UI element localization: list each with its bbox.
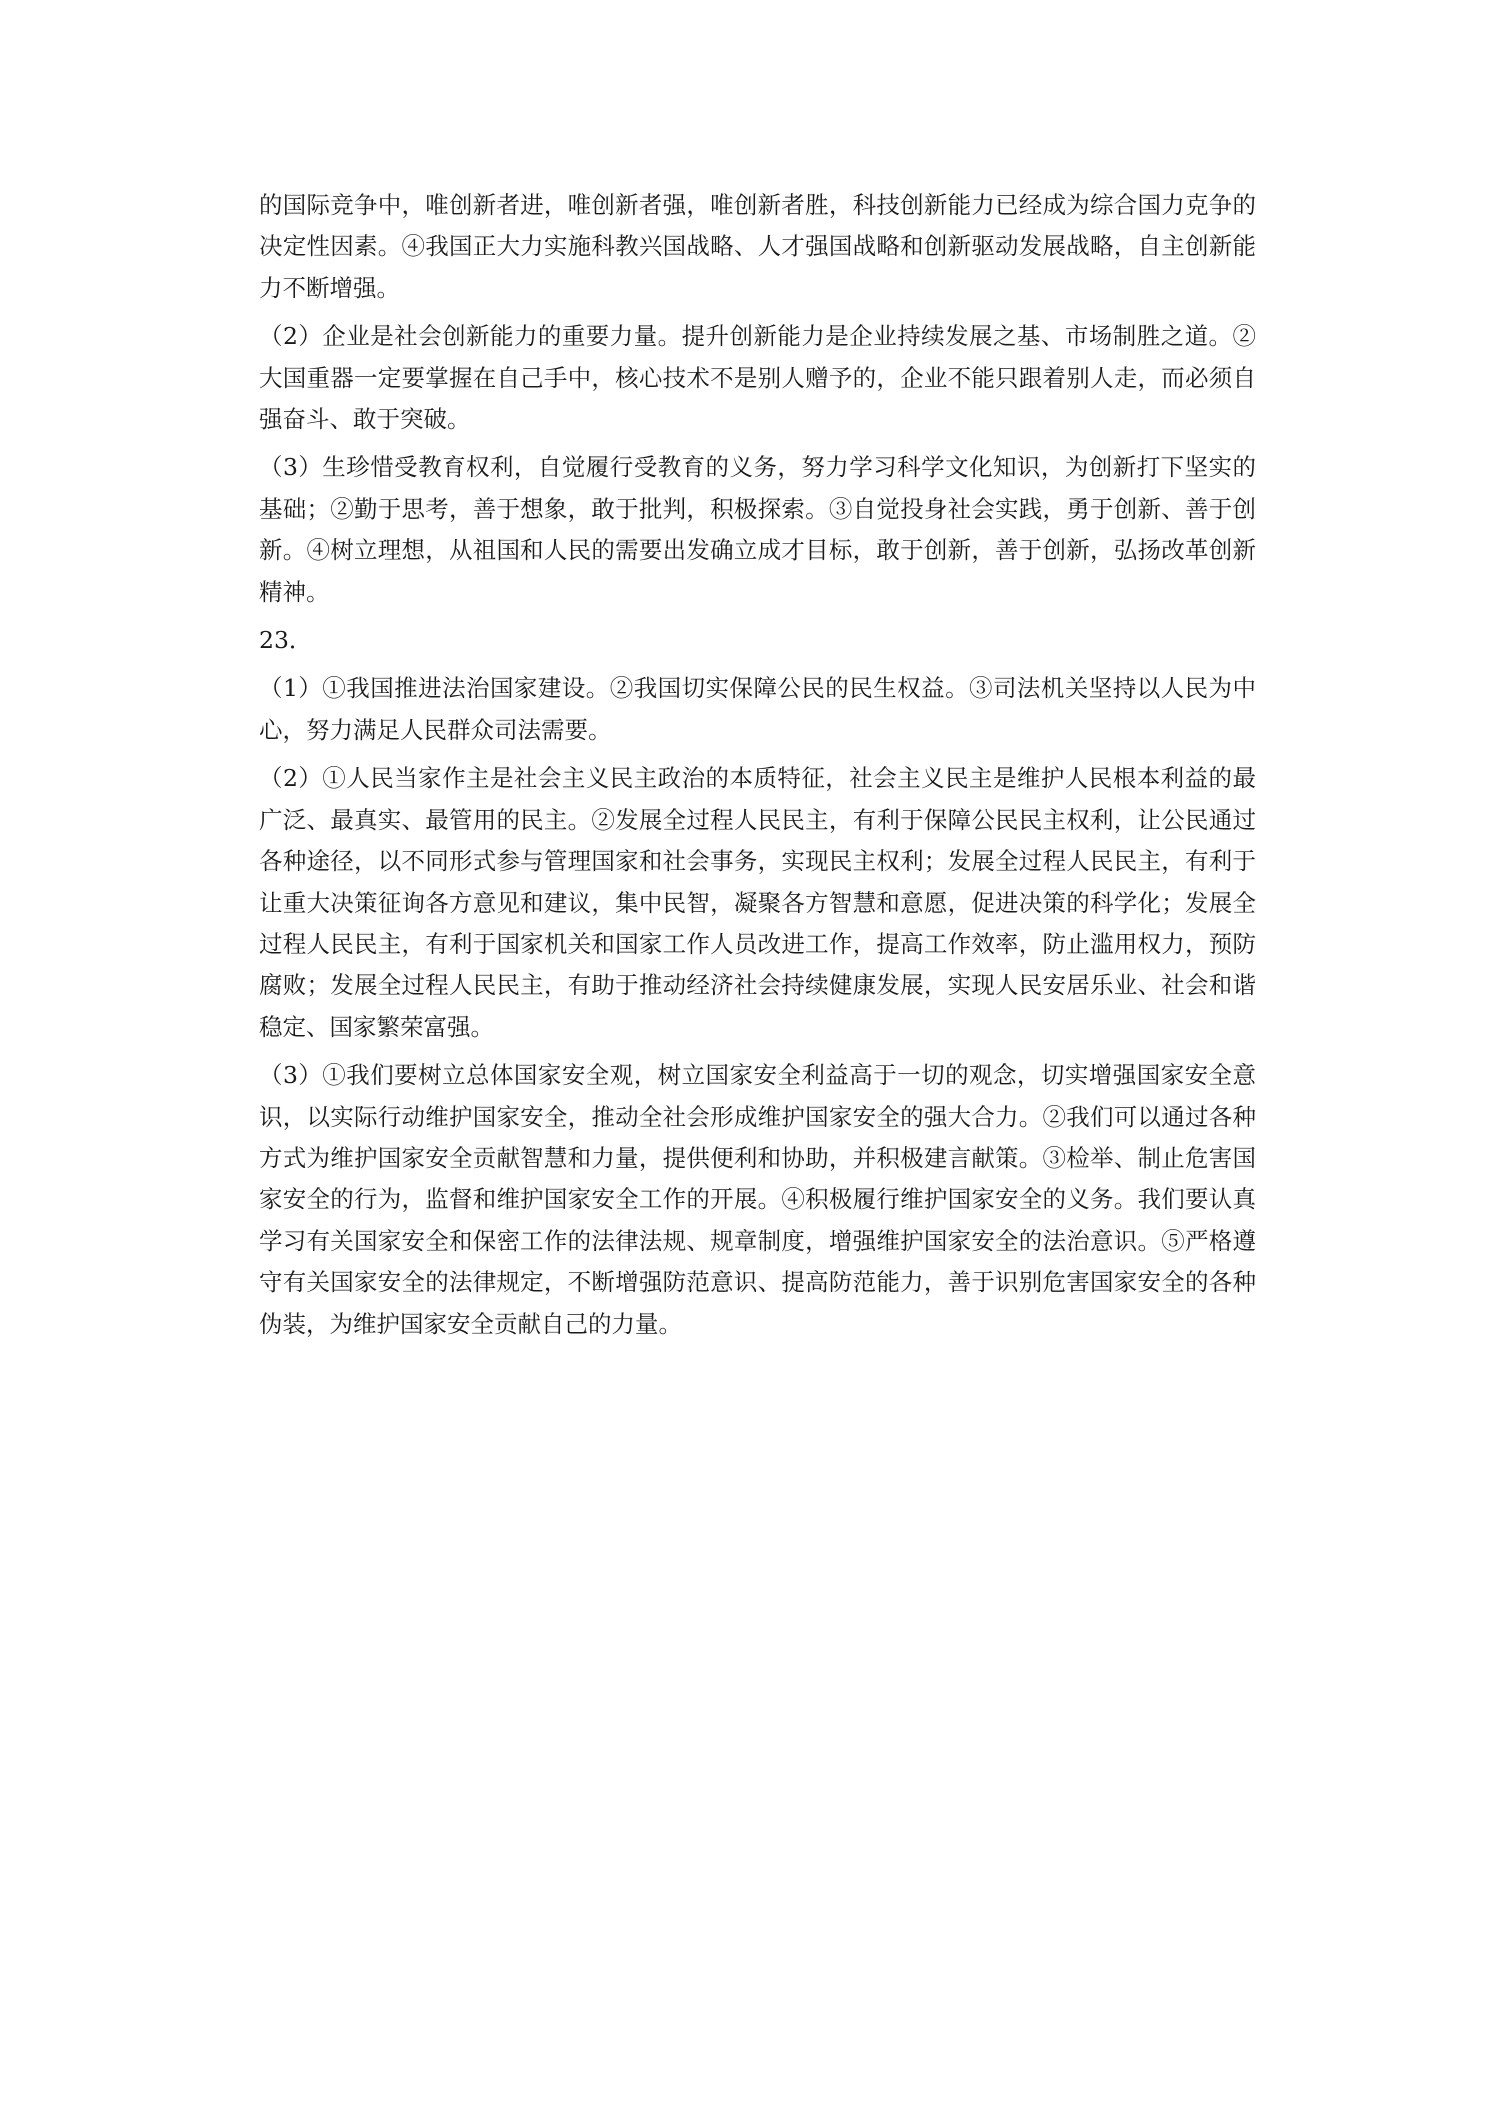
answer-paragraph-23-3: （3）①我们要树立总体国家安全观，树立国家安全利益高于一切的观念，切实增强国家安全意识，以实际行动维护国家安全，推动全社会形成维护国家安全的强大合力。②我们可以通过各种方式为维护国家安全贡献智慧和力量，提供便利和协助，并积极建言献策。③检举、制止危害国家安全的行为，监督和维护国家安全工作的开展。④积极履行维护国家安全的义务。我们要认真学习有关国家安全和保密工作的法律法规、规章制度，增强维护国家安全的法治意识。⑤严格遵守有关国家安全的法律规定，不断增强防范意识、提高防范能力，善于识别危害国家安全的各种伪装，为维护国家安全贡献自己的力量。	[259, 1061, 1256, 1338]
answer-paragraph-23-2: （2）①人民当家作主是社会主义民主政治的本质特征，社会主义民主是维护人民根本利益的最广泛、最真实、最管用的民主。②发展全过程人民民主，有利于保障公民民主权利，让公民通过各种途径，以不同形式参与管理国家和社会事务，实现民主权利；发展全过程人民民主，有利于让重大决策征询各方意见和建议，集中民智，凝聚各方智慧和意愿，促进决策的科学化；发展全过程人民民主，有利于国家机关和国家工作人员改进工作，提高工作效率，防止滥用权力，预防腐败；发展全过程人民民主，有助于推动经济社会持续健康发展，实现人民安居乐业、社会和谐稳定、国家繁荣富强。	[259, 764, 1256, 1041]
question-number-23: 23．	[259, 626, 313, 655]
document-body	[259, 185, 1256, 1345]
answer-paragraph-23-1: （1）①我国推进法治国家建设。②我国切实保障公民的民生权益。③司法机关坚持以人民为中心，努力满足人民群众司法需要。	[259, 674, 1256, 744]
answer-paragraph-22-3: （3）生珍惜受教育权利，自觉履行受教育的义务，努力学习科学文化知识，为创新打下坚实的基础；②勤于思考，善于想象，敢于批判，积极探索。③自觉投身社会实践，勇于创新、善于创新。④树立理想，从祖国和人民的需要出发确立成才目标，敢于创新，善于创新，弘扬改革创新精神。	[259, 453, 1256, 606]
answer-paragraph-22-1-continued: 的国际竞争中，唯创新者进，唯创新者强，唯创新者胜，科技创新能力已经成为综合国力克争的决定性因素。④我国正大力实施科教兴国战略、人才强国战略和创新驱动发展战略，自主创新能力不断增强。	[259, 191, 1256, 302]
answer-paragraph-22-2: （2）企业是社会创新能力的重要力量。提升创新能力是企业持续发展之基、市场制胜之道。②大国重器一定要掌握在自己手中，核心技术不是别人赠予的，企业不能只跟着别人走，而必须自强奋斗、敢于突破。	[259, 322, 1256, 434]
